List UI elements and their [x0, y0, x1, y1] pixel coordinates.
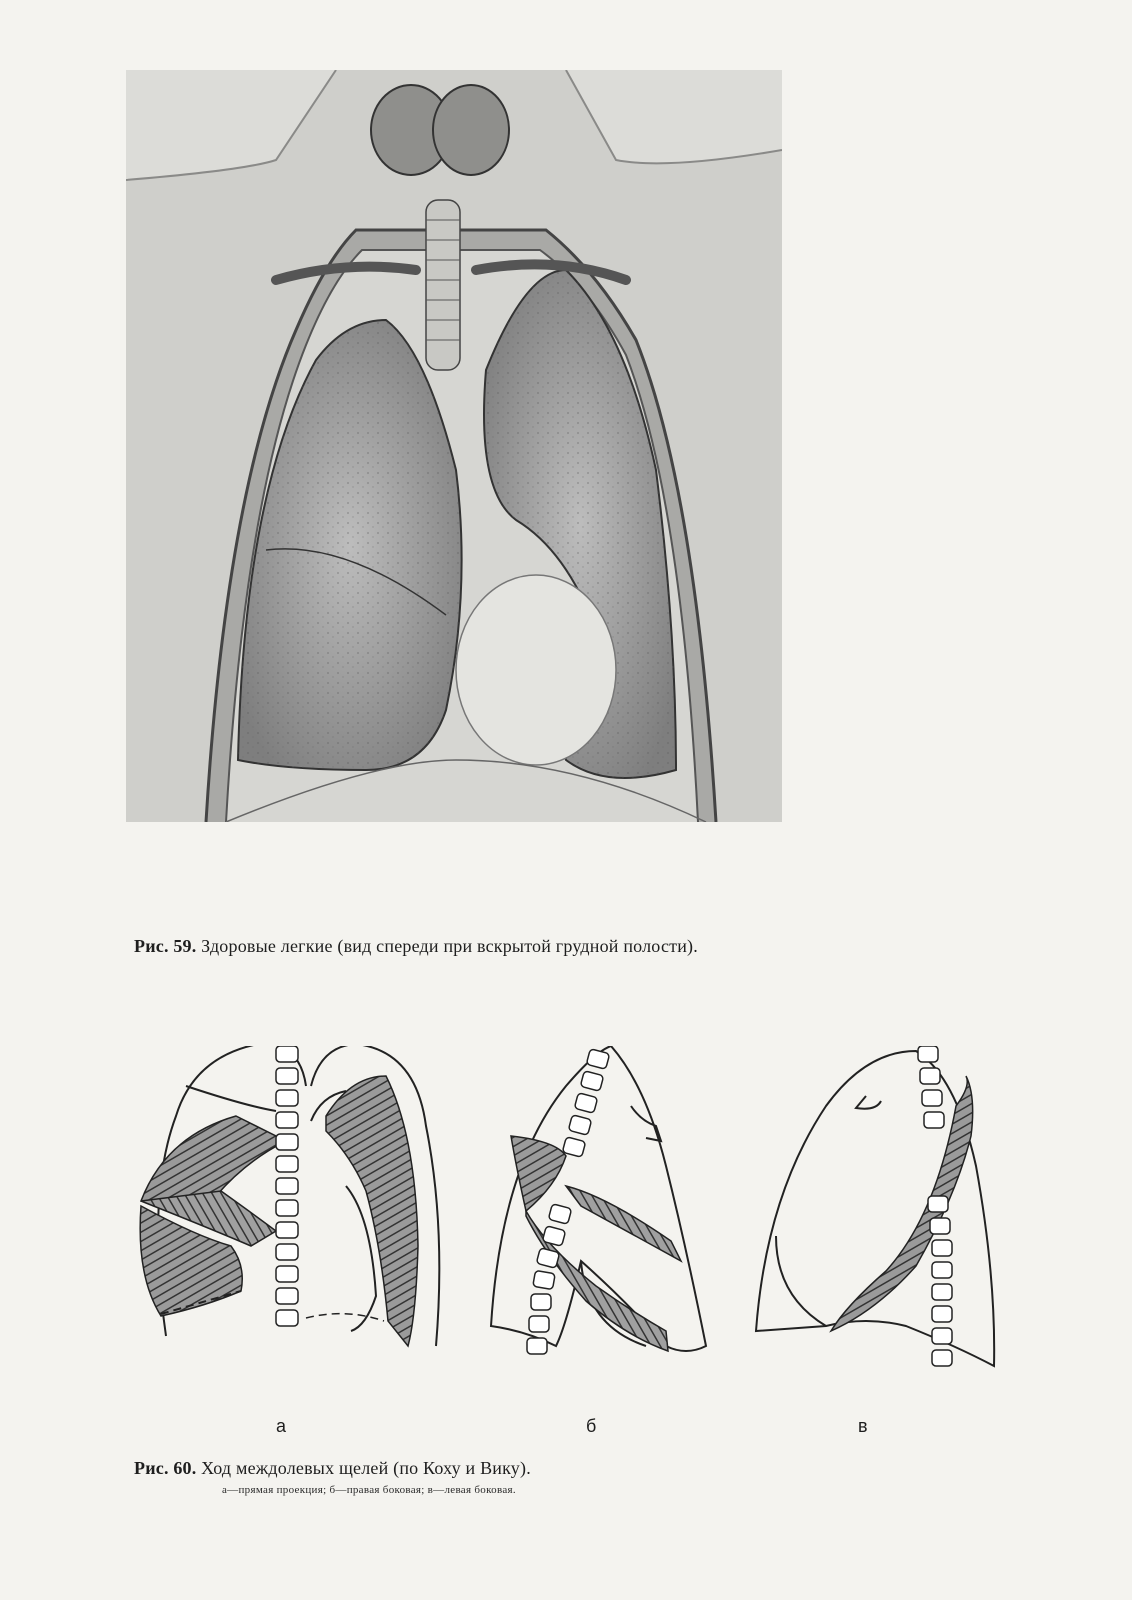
- diagram-a-frontal: [140, 1046, 439, 1346]
- figure-59-caption-text: Здоровые легкие (вид спереди при вскрытой грудной полости).: [201, 936, 698, 956]
- figure-59-label: Рис. 59.: [134, 936, 197, 956]
- diagram-b-right-lateral: [491, 1046, 706, 1354]
- panel-label-b: б: [586, 1416, 597, 1436]
- figure-60-diagrams: [126, 1046, 1026, 1386]
- figure-60-label: Рис. 60.: [134, 1458, 197, 1478]
- figure-59-caption: [134, 936, 698, 957]
- panel-label-c: в: [858, 1416, 868, 1436]
- lungs-drawing: [126, 70, 782, 822]
- panel-label-a: а: [276, 1416, 287, 1436]
- figure-60-caption-text: Ход междолевых щелей (по Коху и Вику).: [201, 1458, 531, 1478]
- diagram-c-left-lateral: [756, 1046, 994, 1366]
- figure-60-caption: [134, 1458, 531, 1479]
- figure-59-lungs-illustration: [126, 70, 782, 822]
- figure-60-subcaption: а—прямая проекция; б—правая боковая; в—левая боковая.: [222, 1484, 516, 1496]
